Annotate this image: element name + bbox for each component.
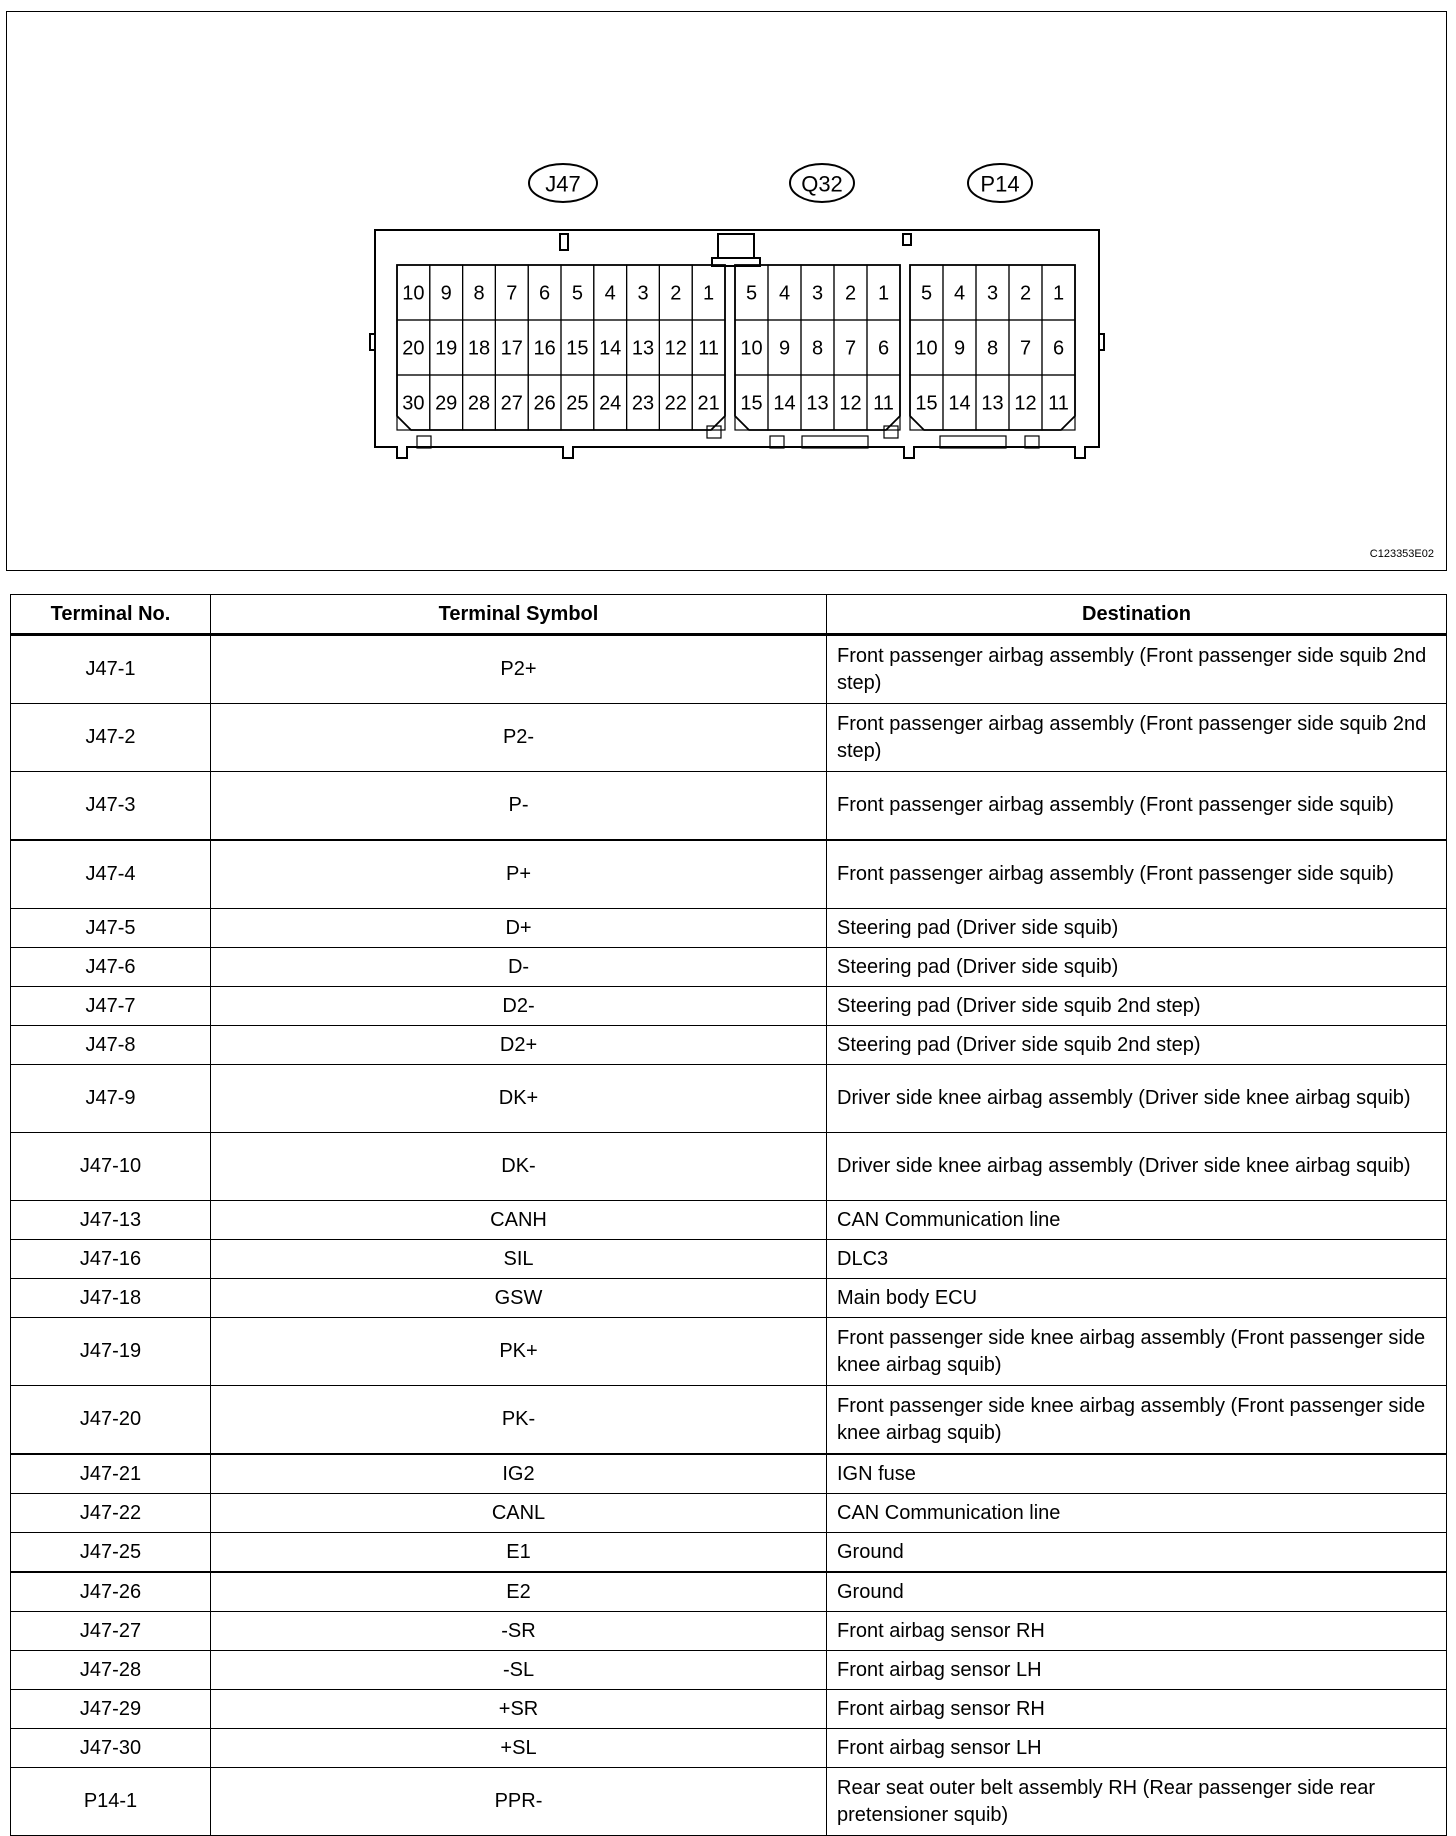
- connector-notch: [884, 426, 898, 438]
- pin-number: 14: [599, 337, 622, 360]
- connector-drawing: [7, 12, 1445, 568]
- terminal-table: [10, 594, 1447, 1836]
- table-row: [11, 1729, 1447, 1768]
- terminal-symbol: -SR: [211, 1612, 827, 1651]
- figure-id: C123353E02: [1369, 548, 1434, 560]
- terminal-no: J47-26: [11, 1572, 211, 1612]
- table-row: [11, 1494, 1447, 1533]
- pin-number: 25: [566, 392, 589, 415]
- pin-number: 7: [844, 337, 857, 360]
- terminal-no: J47-19: [11, 1318, 211, 1386]
- connector-p14-pins: [910, 265, 1075, 448]
- terminal-symbol: D+: [211, 909, 827, 948]
- pin-number: 5: [920, 282, 933, 305]
- destination: Front airbag sensor RH: [827, 1690, 1447, 1729]
- table-row: [11, 909, 1447, 948]
- terminal-no: J47-20: [11, 1386, 211, 1455]
- header-destination: Destination: [827, 595, 1447, 635]
- pin-number: 6: [539, 282, 551, 305]
- pin-number: 10: [740, 337, 763, 360]
- connector-q32-pins: [735, 265, 900, 448]
- terminal-symbol: P2-: [211, 704, 827, 772]
- table-row: [11, 1768, 1447, 1836]
- terminal-no: J47-6: [11, 948, 211, 987]
- pin-number: 4: [604, 282, 616, 305]
- terminal-no: P14-1: [11, 1768, 211, 1836]
- pin-number: 30: [402, 392, 425, 415]
- terminal-no: J47-21: [11, 1454, 211, 1494]
- table-row: [11, 948, 1447, 987]
- pin-number: 14: [773, 392, 796, 415]
- terminal-symbol: P-: [211, 772, 827, 841]
- destination: Front passenger side knee airbag assembly (Front passenger side knee airbag squib): [827, 1318, 1447, 1386]
- table-row: [11, 1690, 1447, 1729]
- table-row: [11, 1533, 1447, 1573]
- table-row: [11, 1572, 1447, 1612]
- pin-number: 4: [778, 282, 791, 305]
- connector-j47-pins: [397, 265, 725, 568]
- pin-groups: [397, 265, 1075, 568]
- pin-number: 21: [697, 392, 720, 415]
- terminal-no: J47-13: [11, 1201, 211, 1240]
- pin-number: 9: [440, 282, 452, 305]
- terminal-symbol: GSW: [211, 1279, 827, 1318]
- terminal-no: J47-28: [11, 1651, 211, 1690]
- pin-number: 11: [698, 337, 719, 360]
- pin-number: 4: [953, 282, 966, 305]
- pin-number: 29: [435, 392, 458, 415]
- table-header-row: [11, 595, 1447, 635]
- terminal-no: J47-3: [11, 772, 211, 841]
- destination: CAN Communication line: [827, 1494, 1447, 1533]
- pin-number: 17: [500, 337, 523, 360]
- terminal-symbol: IG2: [211, 1454, 827, 1494]
- terminal-no: J47-1: [11, 635, 211, 704]
- pin-number: 9: [778, 337, 791, 360]
- destination: Steering pad (Driver side squib 2nd step): [827, 1026, 1447, 1065]
- terminal-symbol: E2: [211, 1572, 827, 1612]
- pin-number: 7: [506, 282, 518, 305]
- terminal-symbol: P+: [211, 840, 827, 909]
- destination: Ground: [827, 1533, 1447, 1573]
- terminal-symbol: D-: [211, 948, 827, 987]
- pin-number: 12: [664, 337, 687, 360]
- table-row: [11, 704, 1447, 772]
- pin-number: 27: [500, 392, 523, 415]
- table-row: [11, 1240, 1447, 1279]
- table-row: [11, 1133, 1447, 1201]
- table-row: [11, 1026, 1447, 1065]
- table-row: [11, 987, 1447, 1026]
- destination: IGN fuse: [827, 1454, 1447, 1494]
- destination: Front airbag sensor RH: [827, 1612, 1447, 1651]
- pin-number: 1: [1052, 282, 1065, 305]
- destination: Driver side knee airbag assembly (Driver side knee airbag squib): [827, 1065, 1447, 1133]
- terminal-symbol: E1: [211, 1533, 827, 1573]
- pin-number: 3: [811, 282, 824, 305]
- table-row: [11, 1386, 1447, 1455]
- pin-number: 16: [533, 337, 556, 360]
- pin-number: 13: [806, 392, 829, 415]
- terminal-symbol: PPR-: [211, 1768, 827, 1836]
- terminal-no: J47-18: [11, 1279, 211, 1318]
- pin-number: 24: [599, 392, 622, 415]
- destination: Driver side knee airbag assembly (Driver side knee airbag squib): [827, 1133, 1447, 1201]
- pin-number: 9: [953, 337, 966, 360]
- pin-number: 14: [948, 392, 971, 415]
- header-terminal-symbol: Terminal Symbol: [211, 595, 827, 635]
- destination: CAN Communication line: [827, 1201, 1447, 1240]
- connector-label-j47: J47: [545, 171, 581, 197]
- connector-label-p14: P14: [980, 171, 1020, 197]
- destination: Front airbag sensor LH: [827, 1651, 1447, 1690]
- destination: Rear seat outer belt assembly RH (Rear passenger side rear pretensioner squib): [827, 1768, 1447, 1836]
- terminal-symbol: DK-: [211, 1133, 827, 1201]
- destination: Front airbag sensor LH: [827, 1729, 1447, 1768]
- terminal-no: J47-25: [11, 1533, 211, 1573]
- terminal-no: J47-29: [11, 1690, 211, 1729]
- table-row: [11, 772, 1447, 841]
- pin-number: 23: [631, 392, 655, 415]
- pin-number: 22: [664, 392, 687, 415]
- pin-number: 12: [1014, 392, 1037, 415]
- terminal-no: J47-10: [11, 1133, 211, 1201]
- terminal-symbol: PK-: [211, 1386, 827, 1455]
- pin-number: 6: [1052, 337, 1065, 360]
- terminal-no: J47-5: [11, 909, 211, 948]
- terminal-no: J47-7: [11, 987, 211, 1026]
- table-row: [11, 635, 1447, 704]
- destination: Front passenger airbag assembly (Front passenger side squib): [827, 772, 1447, 841]
- terminal-no: J47-30: [11, 1729, 211, 1768]
- pin-number: 5: [571, 282, 583, 305]
- terminal-symbol: +SL: [211, 1729, 827, 1768]
- terminal-no: J47-9: [11, 1065, 211, 1133]
- pin-number: 7: [1019, 337, 1032, 360]
- pin-number: 8: [986, 337, 999, 360]
- pin-number: 10: [915, 337, 938, 360]
- pin-number: 15: [915, 392, 938, 415]
- pin-number: 8: [811, 337, 824, 360]
- pin-number: 13: [631, 337, 655, 360]
- destination: Steering pad (Driver side squib 2nd step): [827, 987, 1447, 1026]
- destination: Front passenger airbag assembly (Front passenger side squib 2nd step): [827, 635, 1447, 704]
- table-row: [11, 1279, 1447, 1318]
- table-row: [11, 1612, 1447, 1651]
- terminal-no: J47-8: [11, 1026, 211, 1065]
- table-row: [11, 1454, 1447, 1494]
- pin-number: 2: [844, 282, 857, 305]
- terminal-symbol: P2+: [211, 635, 827, 704]
- terminal-no: J47-16: [11, 1240, 211, 1279]
- pin-number: 28: [467, 392, 491, 415]
- pin-number: 3: [986, 282, 999, 305]
- terminal-symbol: +SR: [211, 1690, 827, 1729]
- table-row: [11, 1651, 1447, 1690]
- terminal-no: J47-27: [11, 1612, 211, 1651]
- terminal-symbol: D2-: [211, 987, 827, 1026]
- terminal-symbol: PK+: [211, 1318, 827, 1386]
- pin-number: 2: [1019, 282, 1032, 305]
- table-row: [11, 840, 1447, 909]
- destination: DLC3: [827, 1240, 1447, 1279]
- terminal-symbol: CANH: [211, 1201, 827, 1240]
- pin-number: 6: [877, 337, 890, 360]
- terminal-symbol: SIL: [211, 1240, 827, 1279]
- pin-number: 20: [402, 337, 425, 360]
- pin-number: 26: [533, 392, 556, 415]
- pin-number: 11: [873, 392, 894, 415]
- table-row: [11, 1201, 1447, 1240]
- destination: Front passenger airbag assembly (Front passenger side squib): [827, 840, 1447, 909]
- terminal-symbol: -SL: [211, 1651, 827, 1690]
- destination: Steering pad (Driver side squib): [827, 909, 1447, 948]
- terminal-symbol: D2+: [211, 1026, 827, 1065]
- pin-number: 8: [473, 282, 485, 305]
- pin-number: 1: [877, 282, 890, 305]
- pin-number: 15: [740, 392, 763, 415]
- pin-number: 11: [1048, 392, 1069, 415]
- connector-diagram: [6, 11, 1447, 571]
- destination: Front passenger airbag assembly (Front passenger side squib 2nd step): [827, 704, 1447, 772]
- pin-number: 2: [670, 282, 682, 305]
- terminal-no: J47-2: [11, 704, 211, 772]
- pin-number: 3: [637, 282, 649, 305]
- pin-number: 1: [703, 282, 715, 305]
- terminal-symbol: CANL: [211, 1494, 827, 1533]
- terminal-symbol: DK+: [211, 1065, 827, 1133]
- destination: Main body ECU: [827, 1279, 1447, 1318]
- destination: Ground: [827, 1572, 1447, 1612]
- destination: Steering pad (Driver side squib): [827, 948, 1447, 987]
- pin-number: 10: [402, 282, 425, 305]
- pin-number: 5: [745, 282, 758, 305]
- connector-label-q32: Q32: [801, 171, 843, 197]
- table-row: [11, 1065, 1447, 1133]
- pin-number: 15: [566, 337, 589, 360]
- pin-number: 18: [467, 337, 491, 360]
- terminal-no: J47-22: [11, 1494, 211, 1533]
- terminal-no: J47-4: [11, 840, 211, 909]
- pin-number: 19: [435, 337, 458, 360]
- header-terminal-no: Terminal No.: [11, 595, 211, 635]
- pin-number: 13: [981, 392, 1004, 415]
- pin-number: 12: [839, 392, 862, 415]
- table-row: [11, 1318, 1447, 1386]
- destination: Front passenger side knee airbag assembly (Front passenger side knee airbag squib): [827, 1386, 1447, 1455]
